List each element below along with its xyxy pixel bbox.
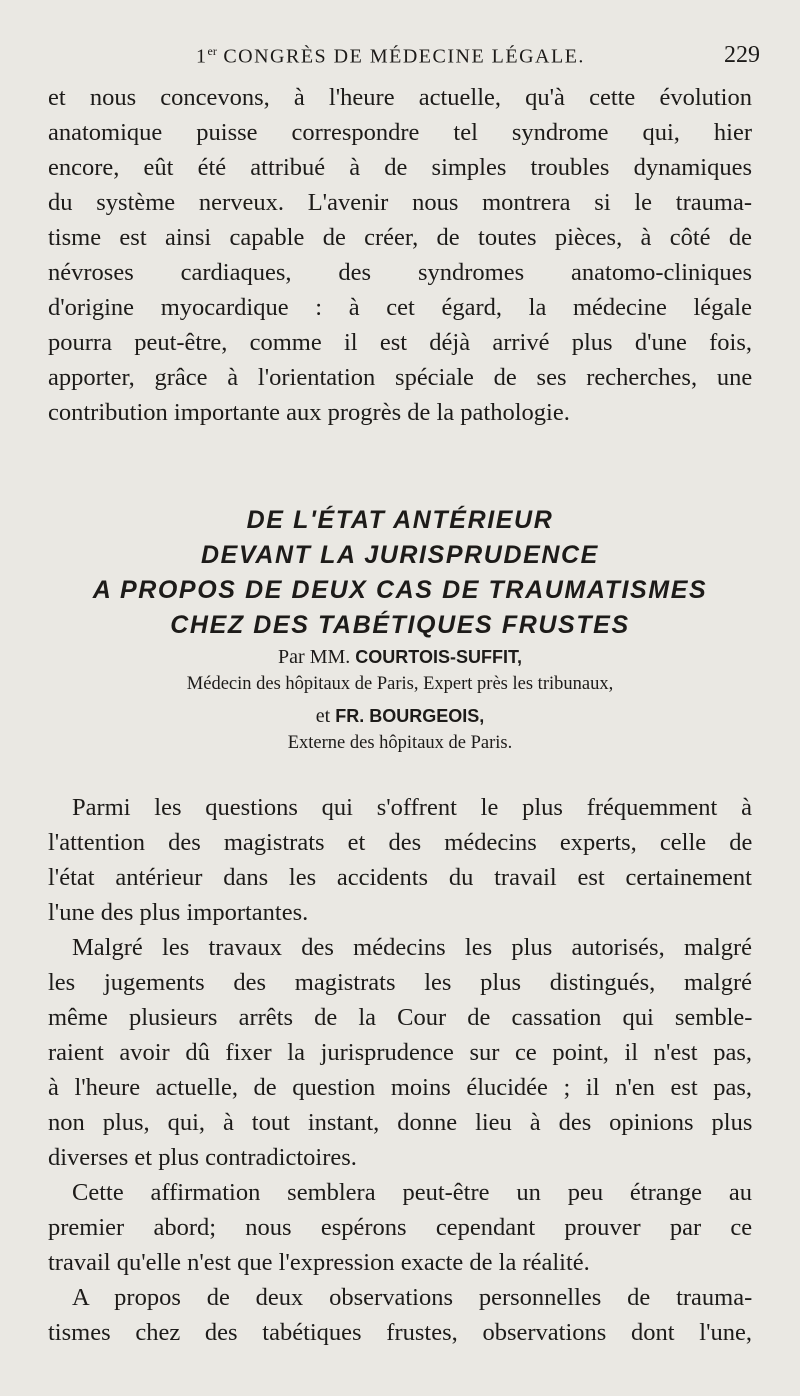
text-line: contribution importante aux progrès de la pathologie. bbox=[48, 399, 570, 426]
text-line: l'une des plus importantes. bbox=[48, 899, 309, 926]
author2-line bbox=[48, 702, 752, 730]
text-line: Malgré les travaux des médecins les plus autorisés, malgré bbox=[72, 934, 752, 961]
author1-affiliation: Médecin des hôpitaux de Paris, Expert près les tribunaux, bbox=[186, 674, 614, 694]
author2-name: FR. BOURGEOIS, bbox=[335, 706, 485, 726]
title-line: A PROPOS DE DEUX CAS DE TRAUMATISMES bbox=[92, 576, 708, 604]
header-ordinal-sup: er bbox=[207, 44, 217, 58]
author1-name: COURTOIS-SUFFIT, bbox=[355, 647, 522, 667]
text-line: l'attention des magistrats et des médecins experts, celle de bbox=[48, 829, 753, 856]
text-line: pourra peut-être, comme il est déjà arrivé plus d'une fois, bbox=[48, 329, 752, 356]
text-line: premier abord; nous espérons cependant prouver par ce bbox=[48, 1214, 753, 1241]
intro-paragraph bbox=[48, 80, 752, 430]
text-line: l'état antérieur dans les accidents du travail est certainement bbox=[48, 864, 752, 891]
header-title bbox=[196, 44, 585, 69]
text-line: d'origine myocardique : à cet égard, la médecine légale bbox=[48, 294, 752, 321]
text-line: tisme est ainsi capable de créer, de toutes pièces, à côté de bbox=[48, 224, 752, 251]
title-line: DE L'ÉTAT ANTÉRIEUR bbox=[246, 506, 554, 534]
text-line: A propos de deux observations personnelles de trauma- bbox=[72, 1284, 753, 1311]
author2-affiliation: Externe des hôpitaux de Paris. bbox=[287, 733, 513, 753]
text-line: Parmi les questions qui s'offrent le plus fréquemment à bbox=[72, 794, 752, 821]
text-line: travail qu'elle n'est que l'expression exacte de la réalité. bbox=[48, 1249, 590, 1276]
text-line: encore, eût été attribué à de simples troubles dynamiques bbox=[48, 154, 752, 181]
text-line: apporter, grâce à l'orientation spéciale de ses recherches, une bbox=[48, 364, 753, 391]
text-line: raient avoir dû fixer la jurisprudence sur ce point, il n'est pas, bbox=[48, 1039, 752, 1066]
text-line: Cette affirmation semblera peut-être un peu étrange au bbox=[72, 1179, 752, 1206]
text-line: du système nerveux. L'avenir nous montrera si le trauma- bbox=[48, 189, 752, 216]
title-line: DEVANT LA JURISPRUDENCE bbox=[201, 541, 599, 569]
text-line: névroses cardiaques, des syndromes anatomo-cliniques bbox=[48, 259, 752, 286]
header-ordinal: 1 bbox=[196, 45, 208, 68]
body-text bbox=[48, 790, 752, 1350]
text-line: même plusieurs arrêts de la Cour de cassation qui semble- bbox=[48, 1004, 753, 1031]
text-line: les jugements des magistrats les plus distingués, malgré bbox=[48, 969, 752, 996]
text-line: et nous concevons, à l'heure actuelle, qu'à cette évolution bbox=[48, 84, 752, 111]
page-number: 229 bbox=[724, 42, 760, 68]
text-line: diverses et plus contradictoires. bbox=[48, 1144, 357, 1171]
title-line: CHEZ DES TABÉTIQUES FRUSTES bbox=[170, 611, 630, 639]
header-title-text: CONGRÈS DE MÉDECINE LÉGALE. bbox=[223, 45, 585, 68]
and-prefix: et bbox=[315, 705, 331, 727]
author1-line bbox=[48, 643, 752, 671]
text-line: à l'heure actuelle, de question moins élucidée ; il n'en est pas, bbox=[48, 1074, 753, 1101]
text-line: anatomique puisse correspondre tel syndrome qui, hier bbox=[48, 119, 752, 146]
text-line: non plus, qui, à tout instant, donne lieu à des opinions plus bbox=[48, 1109, 753, 1136]
text-line: tismes chez des tabétiques frustes, observations dont l'une, bbox=[48, 1319, 752, 1346]
authors-block bbox=[48, 643, 752, 757]
running-header bbox=[48, 40, 760, 74]
by-prefix: Par MM. bbox=[278, 646, 351, 668]
article-title bbox=[48, 503, 752, 643]
